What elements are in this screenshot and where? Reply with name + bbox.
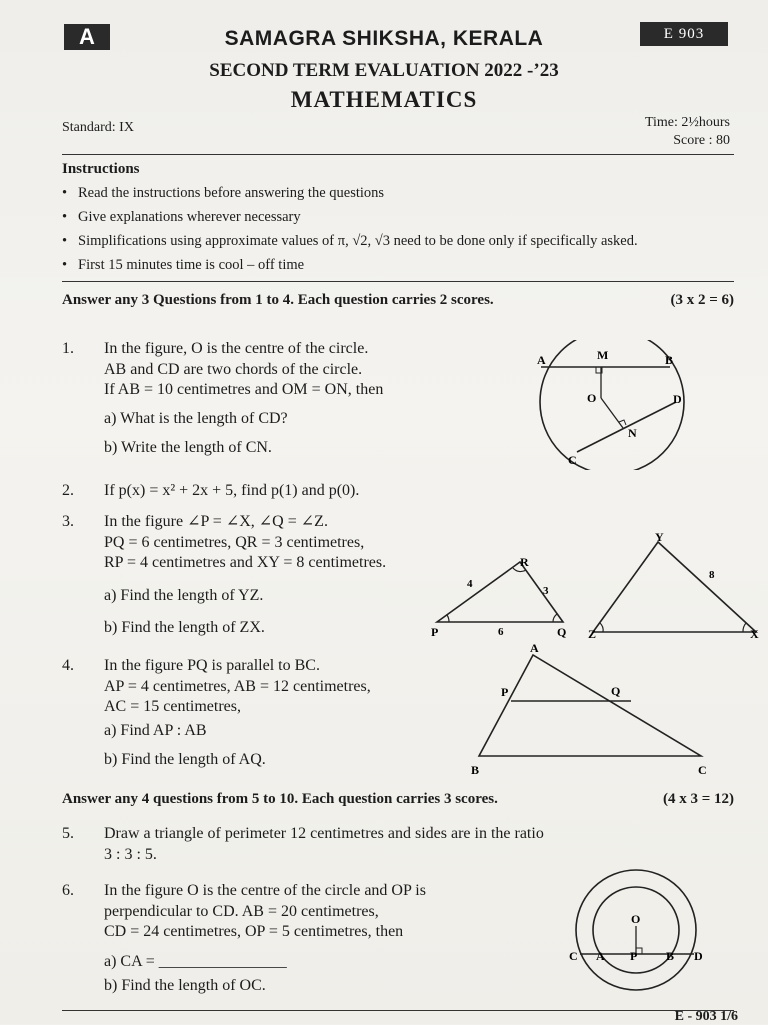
q4-label-p: P — [501, 685, 509, 699]
q3-line: RP = 4 centimetres and XY = 8 centimetres. — [104, 554, 387, 571]
q5-number: 5. — [62, 825, 74, 842]
q6-label-o: O — [631, 912, 641, 926]
instruction-item: • Simplifications using approximate values of π, √2, √3 need to be done only if specifically asked. — [62, 229, 638, 253]
q3-side-rp: 4 — [467, 578, 473, 590]
q3-label-x: X — [750, 627, 759, 641]
q1-label-o: O — [587, 391, 597, 405]
q3-number: 3. — [62, 513, 74, 530]
q6-label-p: P — [630, 949, 638, 963]
organization-title: SAMAGRA SHIKSHA, KERALA — [224, 27, 544, 50]
q1-line: In the figure, O is the centre of the circle. — [104, 340, 369, 357]
q1-label-n: N — [628, 426, 637, 440]
q4-triangle-abc — [479, 655, 701, 756]
q6-label-a: A — [596, 949, 605, 963]
q6-concentric-circles-figure — [560, 868, 720, 993]
q3-side-xy: 8 — [709, 569, 715, 581]
q5-text — [104, 824, 544, 865]
q6-line: perpendicular to CD. AB = 20 centimetres, — [104, 902, 379, 920]
q1-option-a: a) What is the length of CD? — [104, 410, 288, 427]
header-divider — [62, 154, 734, 155]
q1-option-b: b) Write the length of CN. — [104, 439, 272, 456]
q6-line: In the figure O is the centre of the circle and OP is — [104, 882, 426, 899]
q1-label-m: M — [597, 348, 609, 362]
q4-triangle-figure — [465, 640, 725, 780]
instructions-list — [62, 181, 638, 277]
q1-circle — [540, 340, 684, 470]
q1-number: 1. — [62, 340, 74, 357]
exam-title: SECOND TERM EVALUATION 2022 -’23 — [209, 60, 559, 81]
q3-label-r: R — [520, 555, 529, 569]
q3-line: PQ = 6 centimetres, QR = 3 centimetres, — [104, 533, 365, 551]
q3-label-q: Q — [557, 625, 567, 639]
q1-circle-figure — [525, 340, 705, 470]
q2-text: If p(x) = x² + 2x + 5, find p(1) and p(0). — [104, 482, 360, 499]
q4-text — [104, 656, 371, 718]
q2-number: 2. — [62, 482, 74, 499]
q3-angle-q — [553, 614, 557, 622]
section-2-heading — [62, 791, 734, 808]
q6-label-d: D — [694, 949, 703, 963]
section-1-text: Answer any 3 Questions from 1 to 4. Each question carries 2 scores. — [62, 292, 494, 308]
footer-divider — [62, 1010, 734, 1011]
q1-label-d: D — [673, 392, 682, 406]
q3-triangle-xyz — [593, 542, 756, 632]
standard-label: Standard: IX — [62, 120, 134, 135]
instructions-title: Instructions — [62, 161, 140, 177]
q1-chord-cd — [577, 402, 676, 452]
q3-text — [104, 512, 386, 574]
instructions-divider — [62, 281, 734, 282]
q6-label-b: B — [666, 949, 675, 963]
q4-option-b: b) Find the length of AQ. — [104, 751, 266, 768]
set-label: A — [79, 24, 95, 49]
q6-option-b: b) Find the length of OC. — [104, 977, 266, 994]
q3-line: In the figure ∠P = ∠X, ∠Q = ∠Z. — [104, 513, 328, 530]
q4-label-c: C — [698, 763, 707, 777]
q4-label-q: Q — [611, 684, 621, 698]
section-2-marks: (4 x 3 = 12) — [662, 791, 734, 807]
q1-line: AB and CD are two chords of the circle. — [104, 360, 363, 378]
q4-line: AC = 15 centimetres, — [104, 698, 241, 715]
q6-line: CD = 24 centimetres, OP = 5 centimetres, then — [104, 923, 404, 940]
q1-line: If AB = 10 centimetres and OM = ON, then — [104, 381, 384, 398]
q6-option-a: a) CA = ________________ — [104, 953, 287, 970]
q4-line: AP = 4 centimetres, AB = 12 centimetres, — [104, 677, 371, 695]
q3-side-pq: 6 — [498, 626, 504, 638]
instruction-item: • First 15 minutes time is cool – off time — [62, 253, 638, 277]
q6-number: 6. — [62, 882, 74, 899]
instruction-item: • Read the instructions before answering the questions — [62, 181, 638, 205]
q3-angle-x — [743, 623, 746, 632]
q6-label-c: C — [569, 949, 578, 963]
q6-text — [104, 881, 426, 943]
q4-label-b: B — [471, 763, 480, 777]
q1-label-c: C — [568, 453, 577, 467]
q5-line: 3 : 3 : 5. — [104, 845, 157, 863]
q3-angle-p — [447, 615, 449, 622]
q1-label-b: B — [665, 353, 674, 367]
time-label: Time: 2½hours — [644, 115, 730, 130]
time-score-block — [645, 114, 730, 150]
q4-label-a: A — [530, 641, 539, 655]
section-1-heading — [62, 292, 734, 309]
q1-segment-on — [601, 398, 623, 428]
q3-label-y: Y — [655, 530, 664, 544]
footer-page-code: E - 903 1/6 — [674, 1009, 738, 1024]
q4-option-a: a) Find AP : AB — [104, 722, 207, 739]
paper-code: E 903 — [663, 26, 705, 42]
q3-label-z: Z — [588, 627, 597, 641]
q3-triangles-figure — [425, 530, 765, 645]
q3-angle-z — [600, 623, 603, 632]
q5-line: Draw a triangle of perimeter 12 centimetres and sides are in the ratio — [104, 825, 544, 842]
section-2-text: Answer any 4 questions from 5 to 10. Each question carries 3 scores. — [62, 791, 498, 807]
q3-option-b: b) Find the length of ZX. — [104, 619, 265, 636]
section-1-marks: (3 x 2 = 6) — [670, 292, 734, 308]
q3-side-qr: 3 — [543, 585, 549, 597]
q3-label-p: P — [431, 625, 439, 639]
q1-text — [104, 339, 383, 401]
instruction-item: • Give explanations wherever necessary — [62, 205, 638, 229]
q4-line: In the figure PQ is parallel to BC. — [104, 657, 320, 674]
q3-option-a: a) Find the length of YZ. — [104, 587, 264, 604]
q1-label-a: A — [537, 353, 546, 367]
q4-number: 4. — [62, 657, 74, 674]
subject-title: MATHEMATICS — [290, 87, 478, 112]
score-label: Score : 80 — [673, 133, 730, 148]
